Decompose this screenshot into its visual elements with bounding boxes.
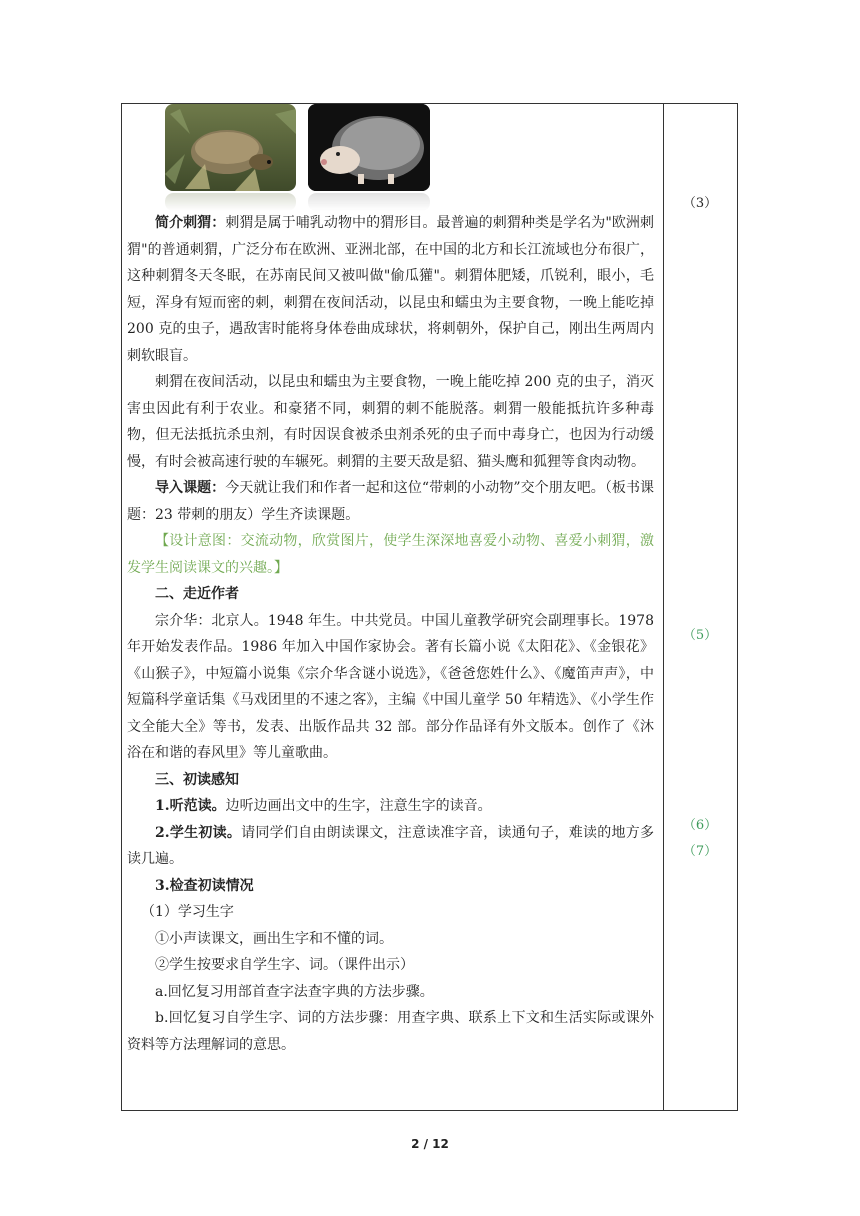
hedgehog-dark-photo (308, 104, 430, 191)
side-note-3: （3） (682, 196, 718, 211)
section-heading-author: 二、走近作者 (155, 586, 239, 602)
lesson-content (127, 210, 654, 1058)
intro-label: 简介刺猬： (155, 215, 226, 231)
step-1-label: 1.听范读。 (155, 798, 226, 814)
topic-paragraph (127, 475, 654, 528)
step-3c: ②学生按要求自学生字、词。（课件出示） (155, 957, 414, 973)
step-3e: b.回忆复习自学生字、词的方法步骤：用查字典、联系上下文和生活实际或课外资料等方法理解词的意思。 (127, 1010, 654, 1053)
step-3a: （1）学习生字 (141, 904, 234, 920)
step-1-text: 边听边画出文中的生字，注意生字的读音。 (225, 798, 492, 814)
hedgehog-grass-photo (165, 104, 296, 191)
intro-text: 刺猬是属于哺乳动物中的猬形目。最普遍的刺猬种类是学名为"欧洲刺猬"的普通刺猬，广泛分布在欧洲、亚洲北部，在中国的北方和长江流域也分布很广，这种刺猬冬天冬眠，在苏南民间又被叫做"偷瓜獾"。刺猬体肥矮，爪锐利，眼小，毛短，浑身有短而密的刺，刺猬在夜间活动，以昆虫和蠕虫为主要食物，一晚上能吃掉 200 克的虫子，遇敌害时能将身体卷曲成球状，将刺朝外，保护自己，刚出生两周内刺软眼盲。 (127, 215, 654, 364)
hedgehog-grass-photo-frame (165, 104, 296, 211)
topic-label: 导入课题： (155, 480, 226, 496)
section-heading-reading: 三、初读感知 (155, 771, 239, 788)
intro-paragraph (127, 210, 654, 369)
table-column-divider (663, 104, 664, 1110)
step-3-label: 3.检查初读情况 (155, 877, 254, 894)
topic-text: 今天就让我们和作者一起和这位“带刺的小动物”交个朋友吧。（板书课题：23 带刺的朋友）学生齐读课题。 (127, 480, 654, 523)
side-note-5: （5） (682, 628, 718, 643)
step-1 (127, 793, 654, 820)
side-note-6: （6） (682, 818, 718, 833)
design-intent: 【设计意图：交流动物，欣赏图片，使学生深深地喜爱小动物、喜爱小刺猬，激发学生阅读课文的兴趣。】 (127, 533, 654, 576)
side-note-7: （7） (682, 844, 718, 859)
step-2-text: 请同学们自由朗读课文，注意读准字音，读通句子，难读的地方多读几遍。 (127, 824, 654, 867)
hedgehog-dark-photo-frame (308, 104, 430, 211)
habits-paragraph: 刺猬在夜间活动，以昆虫和蠕虫为主要食物，一晚上能吃掉 200 克的虫子，消灭害虫因此有利于农业。和豪猪不同，刺猬的刺不能脱落。刺猬一般能抵抗许多种毒物，但无法抵抗杀虫剂，有时因误食被杀虫剂杀死的虫子而中毒身亡，也因为行动缓慢，有时会被高速行驶的车辗死。刺猬的主要天敌是貂、猫头鹰和狐狸等食肉动物。 (127, 374, 654, 470)
author-paragraph: 宗介华：北京人。1948 年生。中共党员。中国儿童教学研究会副理事长。1978 年开始发表作品。1986 年加入中国作家协会。著有长篇小说《太阳花》、《金银花》《山猴子》，中短篇小说集《宗介华含谜小说选》，《爸爸您姓什么》、《魔笛声声》，中短篇科学童话集《马戏团里的不速之客》，主编《中国儿童学 50 年精选》、《小学生作文全能大全》等书，发表、出版作品共 32 部。部分作品译有外文版本。创作了《沐浴在和谐的春风里》等儿童歌曲。 (127, 612, 654, 761)
step-3b: ①小声读课文，画出生字和不懂的词。 (155, 930, 393, 947)
step-2-label: 2.学生初读。 (155, 824, 242, 841)
step-3d: a.回忆复习用部首查字法查字典的方法步骤。 (155, 983, 434, 1000)
step-2 (127, 820, 654, 873)
table-left-border (121, 104, 122, 1110)
page-number: 2 / 12 (411, 1137, 449, 1151)
